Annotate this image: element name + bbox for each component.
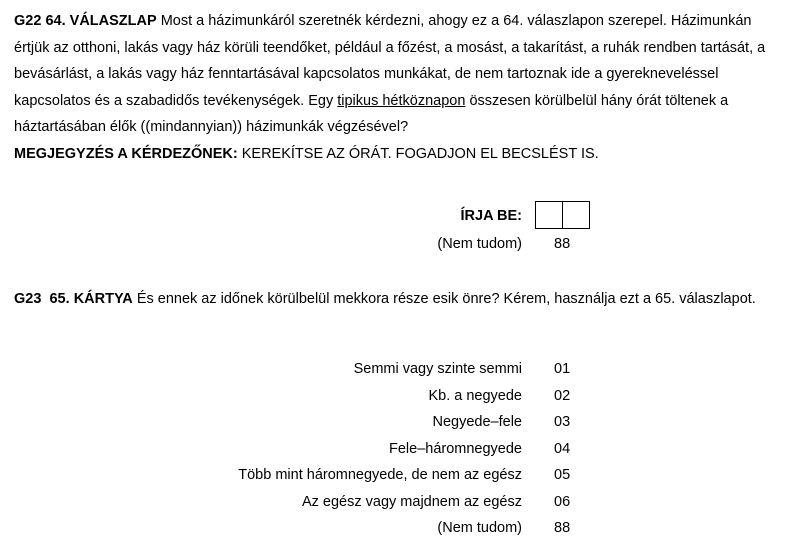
question-text-underlined: tipikus hétköznapon [337, 92, 466, 109]
answer-option[interactable] [0, 436, 798, 462]
option-label: Az egész vagy majdnem az egész [301, 494, 522, 510]
hours-digit-box-2[interactable] [563, 201, 590, 229]
option-code: 88 [554, 520, 571, 536]
option-code: 01 [554, 361, 571, 377]
question-number: 65. [49, 291, 70, 307]
question-text: Most a házimunkáról szeretnék kérdezni, ahogy ez a 64. válaszlapon szerepel. Házimunkán értjük az otthoni, lakás vagy ház körüli teendőket, például a főzést, a mosást, a takarítást, a ruhák rendben tartását, a bevásárlást, a lakás vagy ház fenntartásával kapcsolatos munkákat, de nem tartoznak ide a gyerekneveléssel kapcsolatos és a szabadidős tevékenységek. Egy [14, 13, 766, 109]
question-text-end: összesen körülbelül hány órát töltenek a háztartásában élők ((mindannyian)) házimunkák végzésével? [14, 92, 729, 136]
answer-option[interactable] [0, 356, 798, 382]
question-id: G23 [14, 291, 42, 307]
question-text: És ennek az időnek körülbelül mekkora része esik önre? Kérem, használja ezt a 65. válaszlapot. [136, 291, 756, 307]
option-label: Semmi vagy szinte semmi [353, 361, 522, 377]
answer-option[interactable] [0, 489, 798, 515]
option-code: 04 [554, 441, 571, 457]
card-label: KÁRTYA [73, 291, 133, 307]
option-label: Kb. a negyede [428, 388, 522, 404]
card-label: VÁLASZLAP [69, 13, 157, 29]
option-code: 05 [554, 467, 571, 483]
option-code: 02 [554, 388, 571, 404]
hours-digit-box-1[interactable] [535, 201, 563, 229]
write-in-label: ÍRJA BE: [460, 208, 522, 224]
answer-option[interactable] [0, 409, 798, 435]
question-id: G22 [14, 13, 42, 29]
hours-entry-boxes[interactable] [535, 201, 590, 229]
dont-know-code: 88 [554, 236, 571, 252]
option-label: (Nem tudom) [437, 520, 522, 536]
option-code: 03 [554, 414, 571, 430]
option-label: Fele–háromnegyede [388, 441, 522, 457]
option-label: Negyede–fele [432, 414, 522, 430]
question-number: 64. [45, 13, 66, 29]
interviewer-note-text: KEREKÍTSE AZ ÓRÁT. FOGADJON EL BECSLÉST IS. [241, 145, 599, 162]
answer-option[interactable] [0, 462, 798, 488]
answer-option[interactable] [0, 515, 798, 541]
answer-option[interactable] [0, 383, 798, 409]
interviewer-note-label: MEGJEGYZÉS A KÉRDEZŐNEK: [14, 145, 238, 162]
dont-know-label: (Nem tudom) [437, 236, 522, 252]
question-g22 [14, 8, 789, 168]
option-label: Több mint háromnegyede, de nem az egész [238, 467, 522, 483]
question-g23 [14, 286, 789, 313]
option-code: 06 [554, 494, 571, 510]
dont-know-row [0, 231, 798, 257]
